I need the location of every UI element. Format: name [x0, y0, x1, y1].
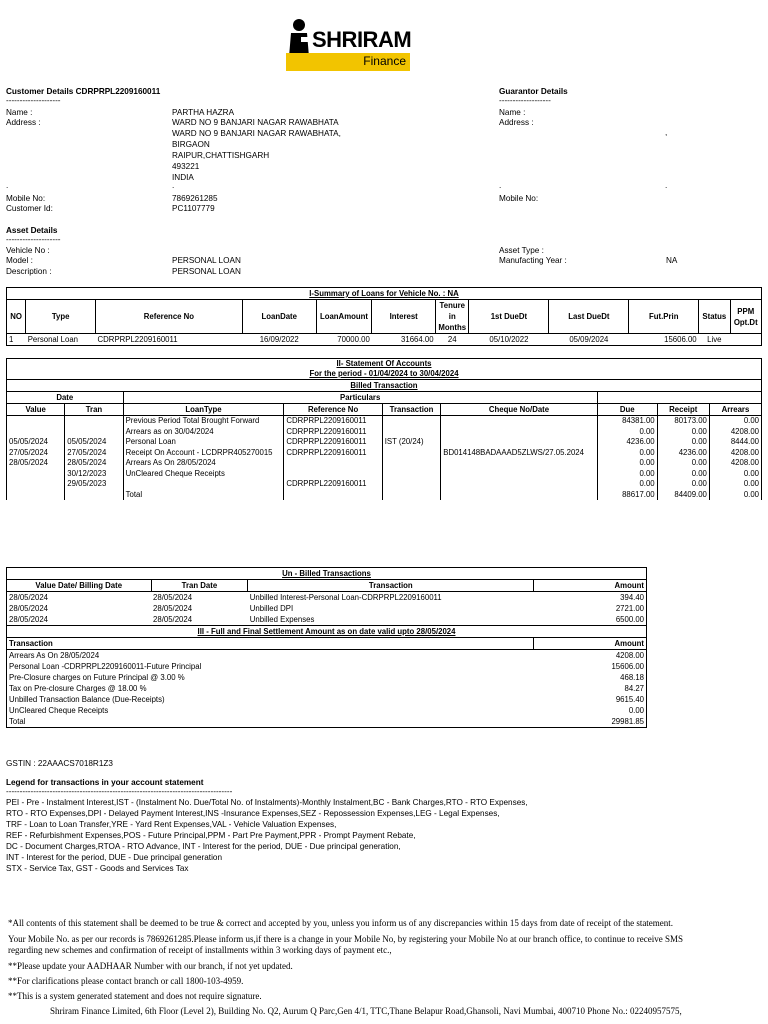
cell: 1: [7, 334, 26, 346]
cell: Arrears As On 28/05/2024: [123, 458, 284, 469]
column-header: Tran Date: [151, 580, 248, 592]
cell: 05/05/2024: [7, 437, 65, 448]
cell: [7, 479, 65, 490]
cell: CDRPRPL2209160011: [284, 416, 382, 427]
dot: .: [499, 181, 502, 190]
summary-table: [6, 287, 762, 346]
cell: Unbilled DPI: [249, 604, 294, 613]
cell: Pre-Closure charges on Future Principal @ 3.00 %: [7, 672, 534, 683]
cell: 4208.00: [709, 448, 761, 459]
table-row: [7, 716, 647, 728]
summary-header: Fut.Prin: [629, 300, 699, 334]
legend-line: DC - Document Charges,RTOA - RTO Advance, INT - Interest for the period, DUE - Due principal generation,: [6, 842, 401, 851]
table-row: [7, 614, 647, 626]
cell: 28/05/2024: [153, 604, 193, 613]
customer-dashes: --------------------: [6, 96, 61, 105]
cell: [441, 490, 597, 501]
column-header: Receipt: [657, 404, 709, 416]
cell: 84409.00: [657, 490, 709, 501]
column-header: Transaction: [7, 638, 534, 650]
cell: IST (20/24): [382, 437, 441, 448]
cell: CDRPRPL2209160011: [284, 479, 382, 490]
cell: [441, 469, 597, 480]
cell: Personal Loan: [123, 437, 284, 448]
cell: 28/05/2024: [153, 615, 193, 624]
guarantor-name-label: Name :: [499, 108, 526, 117]
address-line: WARD NO 9 BANJARI NAGAR RAWABHATA: [172, 118, 339, 127]
description-value: PERSONAL LOAN: [172, 267, 241, 276]
table-row: [7, 603, 647, 614]
description-label: Description :: [6, 267, 52, 276]
table-row: [7, 694, 647, 705]
settlement-title: III - Full and Final Settlement Amount as on date valid upto 28/05/2024: [7, 626, 647, 638]
column-header: Due: [597, 404, 657, 416]
dot: .: [6, 181, 9, 190]
cell: 84381.00: [597, 416, 657, 427]
date-group-header: Date: [7, 392, 124, 404]
cell: 0.00: [657, 479, 709, 490]
column-header: Amount: [534, 638, 647, 650]
cell: [65, 427, 123, 438]
address-line: 493221: [172, 162, 200, 171]
cell: 30/12/2023: [65, 469, 123, 480]
column-header: LoanType: [123, 404, 284, 416]
summary-title: I-Summary of Loans for Vehicle No. : NA: [7, 288, 762, 300]
cell: Total: [7, 716, 534, 728]
cell: 24: [436, 334, 469, 346]
cell: 15606.00: [629, 334, 699, 346]
cell: 4236.00: [597, 437, 657, 448]
amounts-group-header: [597, 392, 761, 404]
summary-header: Type: [26, 300, 96, 334]
model-value: PERSONAL LOAN: [172, 256, 241, 265]
legend-line: STX - Service Tax, GST - Goods and Services Tax: [6, 864, 189, 873]
customer-id-value: PC1107779: [172, 204, 215, 213]
cell: 0.00: [597, 469, 657, 480]
table-row: [7, 437, 762, 448]
column-header: Transaction: [248, 580, 534, 592]
legend-line: RTO - RTO Expenses,DPI - Delayed Payment Interest,INS -Insurance Expenses,SEZ - Repossession Expenses,LEG - Legal Expenses,: [6, 809, 500, 818]
cell: Tax on Pre-closure Charges @ 18.00 %: [7, 683, 534, 694]
cell: [730, 334, 761, 346]
gstin: GSTIN : 22AAACS7018R1Z3: [6, 759, 113, 768]
cell: CDRPRPL2209160011: [284, 448, 382, 459]
statement-rows: [7, 416, 762, 501]
cell: 05/10/2022: [469, 334, 549, 346]
cell: UnCleared Cheque Receipts: [7, 705, 534, 716]
cell: 05/09/2024: [549, 334, 629, 346]
table-row: [7, 683, 647, 694]
cell: 70000.00: [316, 334, 372, 346]
logo-figure-icon: [286, 17, 312, 71]
customer-id-label: Customer Id:: [6, 204, 53, 213]
summary-header: LoanAmount: [316, 300, 372, 334]
dot: .: [172, 181, 175, 190]
cell: 0.00: [597, 448, 657, 459]
dot: .: [665, 181, 668, 190]
address-line: WARD NO 9 BANJARI NAGAR RAWABHATA,: [172, 129, 341, 138]
summary-header: LoanDate: [242, 300, 316, 334]
cell: 2721.00: [534, 603, 647, 614]
table-row: [7, 427, 762, 438]
address-line: BIRGAON: [172, 140, 210, 149]
cell: 28/05/2024: [7, 458, 65, 469]
cell: 28/05/2024: [7, 614, 152, 626]
customer-name: PARTHA HAZRA: [172, 108, 235, 117]
cell: 4208.00: [709, 458, 761, 469]
cell: Personal Loan: [26, 334, 96, 346]
cell: [382, 416, 441, 427]
table-row: [7, 661, 647, 672]
cell: [123, 479, 284, 490]
footer-address: Shriram Finance Limited, 6th Floor (Level 2), Building No. Q2, Aurum Q Parc,Gen 4/1, TTC,Thane Belapur Road,Ghansoli, Navi Mumbai, 400710 Phone No.: 02240957575,: [50, 1006, 682, 1016]
guarantor-dashes: -------------------: [499, 96, 551, 105]
cell: 4236.00: [657, 448, 709, 459]
cell: 0.00: [597, 458, 657, 469]
cell: [441, 427, 597, 438]
cell: 84.27: [534, 683, 647, 694]
table-row: [7, 490, 762, 501]
customer-address-label: Address :: [6, 118, 41, 127]
footer-line: **Please update your AADHAAR Number with our branch, if not yet updated.: [8, 961, 293, 971]
summary-header: Interest: [372, 300, 436, 334]
summary-header: NO: [7, 300, 26, 334]
mobile-value: 7869261285: [172, 194, 218, 203]
column-header: Cheque No/Date: [441, 404, 597, 416]
footer-line: **This is a system generated statement and does not require signature.: [8, 991, 262, 1001]
cell: 31664.00: [372, 334, 436, 346]
cell: 15606.00: [534, 661, 647, 672]
statement-title: II- Statement Of Accounts: [7, 359, 762, 370]
guarantor-heading: Guarantor Details: [499, 87, 568, 96]
address-line: INDIA: [172, 173, 194, 182]
column-header: Arrears: [709, 404, 761, 416]
cell: Unbilled Transaction Balance (Due-Receipts): [7, 694, 534, 705]
cell: 0.00: [534, 705, 647, 716]
cell: CDRPRPL2209160011: [96, 334, 243, 346]
cell: 9615.40: [534, 694, 647, 705]
legend-line: PEI - Pre - Instalment Interest,IST - (Instalment No. Due/Total No. of Instalments)-Monthly Instalment,BC - Bank Charges,RTO - RTO Expenses,: [6, 798, 528, 807]
cell: [7, 469, 65, 480]
cell: CDRPRPL2209160011: [284, 427, 382, 438]
cell: 6500.00: [534, 614, 647, 626]
cell: 16/09/2022: [242, 334, 316, 346]
cell: [441, 437, 597, 448]
cell: [65, 416, 123, 427]
cell: 88617.00: [597, 490, 657, 501]
cell: 0.00: [597, 479, 657, 490]
cell: [284, 469, 382, 480]
cell: Personal Loan -CDRPRPL2209160011-Future Principal: [7, 661, 534, 672]
cell: 0.00: [709, 479, 761, 490]
column-header: Tran: [65, 404, 123, 416]
cell: 28/05/2024: [65, 458, 123, 469]
cell: [284, 458, 382, 469]
cell: [382, 448, 441, 459]
asset-dashes: --------------------: [6, 235, 61, 244]
guarantor-mobile-label: Mobile No:: [499, 194, 539, 203]
footer-line: Your Mobile No. as per our records is 7869261285.Please inform us,if there is a change in your Mobile No, by registering your Mobile No at our branch office, to continue to receive SMS: [8, 934, 684, 944]
table-row: [7, 458, 762, 469]
legend-line: REF - Refurbishment Expenses,POS - Future Principal,PPM - Part Pre Payment,PPR - Prompt Payment Rebate,: [6, 831, 416, 840]
cell: 0.00: [597, 427, 657, 438]
statement-period: For the period - 01/04/2024 to 30/04/2024: [7, 369, 762, 380]
statement-table: [6, 358, 762, 500]
column-header: Amount: [534, 580, 647, 592]
cell: UnCleared Cheque Receipts: [123, 469, 284, 480]
cell: 0.00: [657, 469, 709, 480]
customer-name-label: Name :: [6, 108, 33, 117]
cell: 28/05/2024: [7, 603, 152, 614]
table-row: [7, 650, 647, 662]
column-header: Value: [7, 404, 65, 416]
cell: Arrears As On 28/05/2024: [7, 650, 534, 662]
cell: 29/05/2023: [65, 479, 123, 490]
column-header: Value Date/ Billing Date: [7, 580, 152, 592]
company-logo: [282, 17, 410, 71]
cell: [382, 469, 441, 480]
customer-heading: Customer Details CDRPRPL2209160011: [6, 87, 161, 96]
table-row: [7, 479, 762, 490]
cell: Live: [699, 334, 730, 346]
vehicle-label: Vehicle No :: [6, 246, 50, 255]
model-label: Model :: [6, 256, 33, 265]
summary-header: Last DueDt: [549, 300, 629, 334]
cell: BD014148BADAAAD5ZLWS/27.05.2024: [441, 448, 597, 459]
column-header: Transaction: [382, 404, 441, 416]
cell: [65, 490, 123, 501]
particulars-group-header: Particulars: [123, 392, 597, 404]
footer-line: *All contents of this statement shall be deemed to be true & correct and accepted by you, unless you inform us of any discrepancies within 15 days from date of receipt of the statement.: [8, 918, 674, 928]
logo-bar: [312, 53, 410, 71]
unbilled-table: [6, 567, 647, 728]
cell: 0.00: [709, 416, 761, 427]
cell: 394.40: [534, 592, 647, 604]
unbilled-rows: [7, 592, 647, 626]
year-label: Manufacting Year :: [499, 256, 567, 265]
cell: Previous Period Total Brought Forward: [123, 416, 284, 427]
cell: 27/05/2024: [65, 448, 123, 459]
cell: 4208.00: [534, 650, 647, 662]
cell: 27/05/2024: [7, 448, 65, 459]
cell: [382, 490, 441, 501]
comma: ,: [665, 128, 668, 137]
cell: 4208.00: [709, 427, 761, 438]
summary-header: Tenure in Months: [436, 300, 469, 334]
summary-header: Reference No: [96, 300, 243, 334]
cell: [284, 490, 382, 501]
cell: Total: [123, 490, 284, 501]
cell: 0.00: [709, 469, 761, 480]
table-row: [7, 448, 762, 459]
cell: [382, 427, 441, 438]
footer-line: **For clarifications please contact branch or call 1800-103-4959.: [8, 976, 244, 986]
address-line: RAIPUR,CHATTISHGARH: [172, 151, 270, 160]
cell: Unbilled Expenses: [249, 615, 315, 624]
table-row: [7, 705, 647, 716]
logo-subtitle: Finance: [363, 54, 406, 68]
table-row: [7, 416, 762, 427]
asset-type-label: Asset Type :: [499, 246, 544, 255]
table-row: [7, 469, 762, 480]
cell: [441, 479, 597, 490]
cell: 28/05/2024: [153, 593, 193, 602]
table-row: [7, 334, 762, 346]
cell: 0.00: [657, 458, 709, 469]
cell: 05/05/2024: [65, 437, 123, 448]
cell: [441, 458, 597, 469]
cell: [7, 490, 65, 501]
logo-brand: SHRIRAM: [312, 27, 412, 52]
cell: 80173.00: [657, 416, 709, 427]
summary-header: PPM Opt.Dt: [730, 300, 761, 334]
cell: 28/05/2024: [7, 592, 152, 604]
column-header: Reference No: [284, 404, 382, 416]
cell: [382, 479, 441, 490]
cell: [7, 416, 65, 427]
unbilled-title: Un - Billed Transactions: [7, 568, 647, 580]
cell: [441, 416, 597, 427]
cell: [7, 427, 65, 438]
cell: CDRPRPL2209160011: [284, 437, 382, 448]
year-value: NA: [666, 256, 678, 265]
cell: 0.00: [657, 437, 709, 448]
asset-heading: Asset Details: [6, 226, 58, 235]
summary-header: Status: [699, 300, 730, 334]
footer-line: regarding new schemes and confirmation of receipt of installments within 3 working days of payment etc.,: [8, 945, 392, 955]
guarantor-address-label: Address :: [499, 118, 534, 127]
cell: 29981.85: [534, 716, 647, 728]
table-row: [7, 672, 647, 683]
billed-title: Billed Transaction: [7, 380, 762, 392]
legend-line: TRF - Loan to Loan Transfer,YRE - Yard Rent Expenses,VAL - Vehicle Valuation Expenses,: [6, 820, 337, 829]
table-row: [7, 592, 647, 604]
cell: Unbilled Interest-Personal Loan-CDRPRPL2209160011: [249, 593, 442, 602]
legend-heading: Legend for transactions in your account statement: [6, 778, 204, 787]
cell: Arrears as on 30/04/2024: [123, 427, 284, 438]
mobile-label: Mobile No:: [6, 194, 46, 203]
legend-dashes: -----------------------------------------------------------------------------------: [6, 787, 233, 796]
cell: [382, 458, 441, 469]
cell: 8444.00: [709, 437, 761, 448]
cell: 0.00: [657, 427, 709, 438]
cell: 0.00: [709, 490, 761, 501]
settlement-rows: [7, 650, 647, 728]
cell: Receipt On Account - LCDRPR405270015: [123, 448, 284, 459]
cell: 468.18: [534, 672, 647, 683]
summary-header: 1st DueDt: [469, 300, 549, 334]
legend-line: INT - Interest for the period, DUE - Due principal generation: [6, 853, 223, 862]
